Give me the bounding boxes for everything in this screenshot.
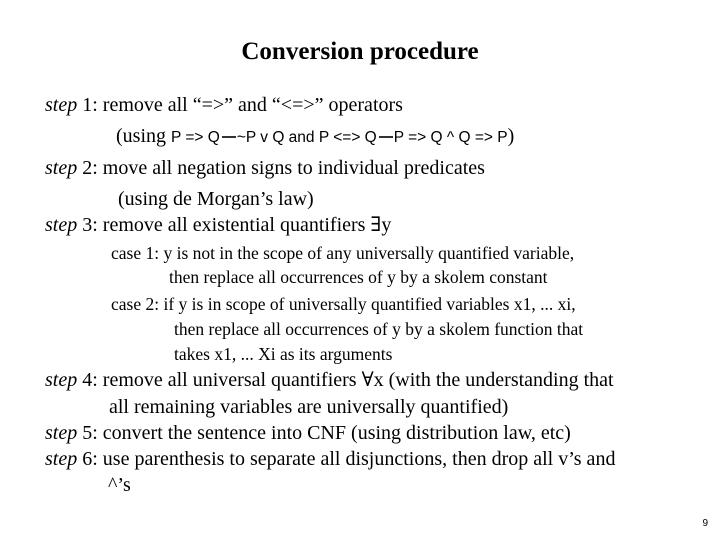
step-number: 6:: [77, 448, 98, 470]
expr-biconditional-rewrite: P => Q ^ Q => P: [393, 129, 508, 146]
case-1-line-1: case 1: y is not in the scope of any universally quantified variable,: [111, 243, 575, 263]
step-5: [45, 421, 571, 445]
step-text: use parenthesis to separate all disjunctions, then drop all v’s and: [97, 448, 616, 470]
expr-implication: P => Q: [171, 129, 220, 146]
case-2-line-3: takes x1, ... Xi as its arguments: [174, 344, 393, 364]
expr-rewrite: ~P v Q and P <=> Q: [236, 129, 377, 146]
equivalence-dash: [379, 136, 393, 138]
step-3: [45, 213, 391, 237]
step-6-continuation: ^’s: [108, 474, 131, 496]
case-2-line-1: case 2: if y is in scope of universally quantified variables x1, ... xi,: [111, 294, 576, 314]
step-text: convert the sentence into CNF (using distribution law, etc): [97, 422, 571, 444]
step-keyword: step: [45, 448, 78, 470]
case-1-line-2: then replace all occurrences of y by a skolem constant: [169, 267, 548, 287]
step-text: remove all universal quantifiers ∀x (with the understanding that: [97, 369, 614, 391]
page-title: Conversion procedure: [241, 38, 479, 65]
step-6: [45, 447, 615, 471]
step-number: 1:: [77, 94, 98, 116]
step-keyword: step: [45, 157, 78, 179]
step-2-continuation: (using de Morgan’s law): [118, 188, 314, 210]
case-2-line-2: then replace all occurrences of y by a skolem function that: [174, 319, 584, 339]
step-2: [45, 156, 485, 180]
step-keyword: step: [45, 422, 78, 444]
page-number: 9: [702, 518, 708, 529]
step-number: 5:: [77, 422, 98, 444]
step-number: 2:: [77, 157, 98, 179]
step-4-continuation: all remaining variables are universally quantified): [109, 396, 509, 418]
step-4: [45, 368, 614, 392]
step-text: remove all existential quantifiers ∃y: [97, 214, 392, 236]
step-keyword: step: [45, 369, 78, 391]
step-text: move all negation signs to individual predicates: [97, 157, 485, 179]
using-close: ): [507, 125, 515, 147]
step-1-using: [116, 124, 514, 150]
step-keyword: step: [45, 94, 78, 116]
step-1: [45, 93, 403, 117]
step-number: 4:: [77, 369, 98, 391]
step-keyword: step: [45, 214, 78, 236]
step-text: remove all “=>” and “<=>” operators: [97, 94, 403, 116]
step-number: 3:: [77, 214, 98, 236]
using-open: (using: [116, 125, 171, 147]
equivalence-dash: [222, 136, 236, 138]
